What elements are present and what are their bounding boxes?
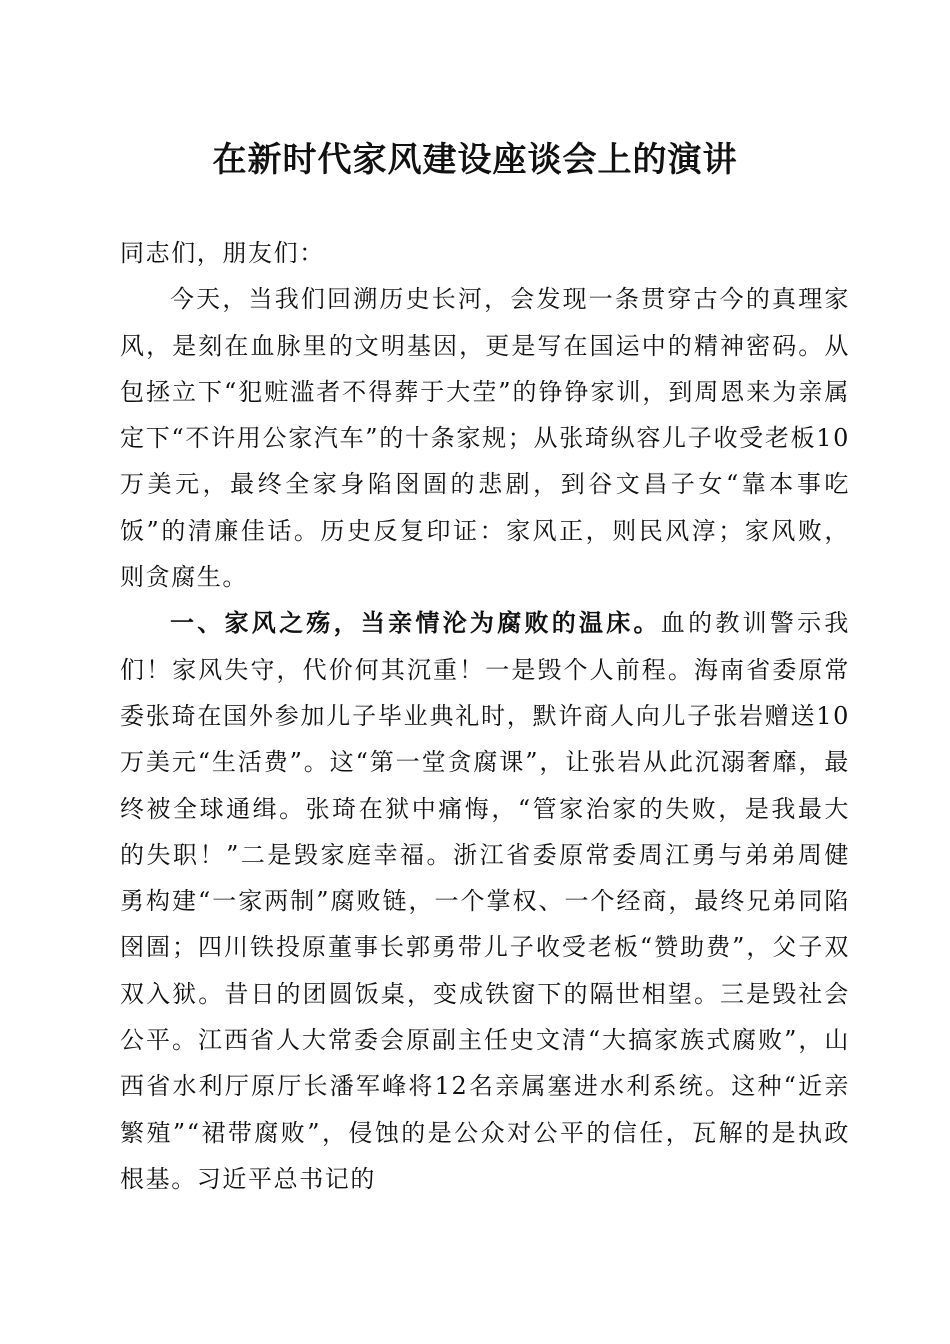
section-one-heading: 一、家风之殇，当亲情沦为腐败的温床。 — [170, 608, 661, 638]
section-one-text: 血的教训警示我们！家风失守，代价何其沉重！一是毁个人前程。海南省委原常委张琦在国外参加儿子毕业典礼时，默许商人向儿子张岩赠送10万美元“生活费”。这“第一堂贪腐课”，让张岩从此沉溺奢靡，最终被全球通缉。张琦在狱中痛悔，“管家治家的失败，是我最大的失职！”二是毁家庭幸福。浙江省委原常委周江勇与弟弟周健勇构建“一家两制”腐败链，一个掌权、一个经商，最终兄弟同陷囹圄；四川铁投原董事长郭勇带儿子收受老板“赞助费”，父子双双入狱。昔日的团圆饭桌，变成铁窗下的隔世相望。三是毁社会公平。江西省人大常委会原副主任史文清“大搞家族式腐败”，山西省水利厅原厅长潘军峰将12名亲属塞进水利系统。这种“近亲繁殖”“裙带腐败”，侵蚀的是公众对公平的信任，瓦解的是执政根基。习近平总书记的 — [120, 609, 850, 1193]
paragraph-section-one — [120, 600, 850, 1202]
salutation: 同志们，朋友们： — [120, 239, 325, 267]
paragraph-intro-text: 今天，当我们回溯历史长河，会发现一条贯穿古今的真理家风，是刻在血脉里的文明基因，更是写在国运中的精神密码。从包拯立下“犯赃滥者不得葬于大茔”的铮铮家训，到周恩来为亲属定下“不许用公家汽车”的十条家规；从张琦纵容儿子收受老板10万美元，最终全家身陷囹圄的悲剧，到谷文昌子女“靠本事吃饭”的清廉佳话。历史反复印证：家风正，则民风淳；家风败，则贪腐生。 — [120, 285, 850, 592]
document-body — [120, 230, 850, 1202]
document-title: 在新时代家风建设座谈会上的演讲 — [212, 140, 738, 180]
paragraph-intro — [120, 276, 850, 600]
